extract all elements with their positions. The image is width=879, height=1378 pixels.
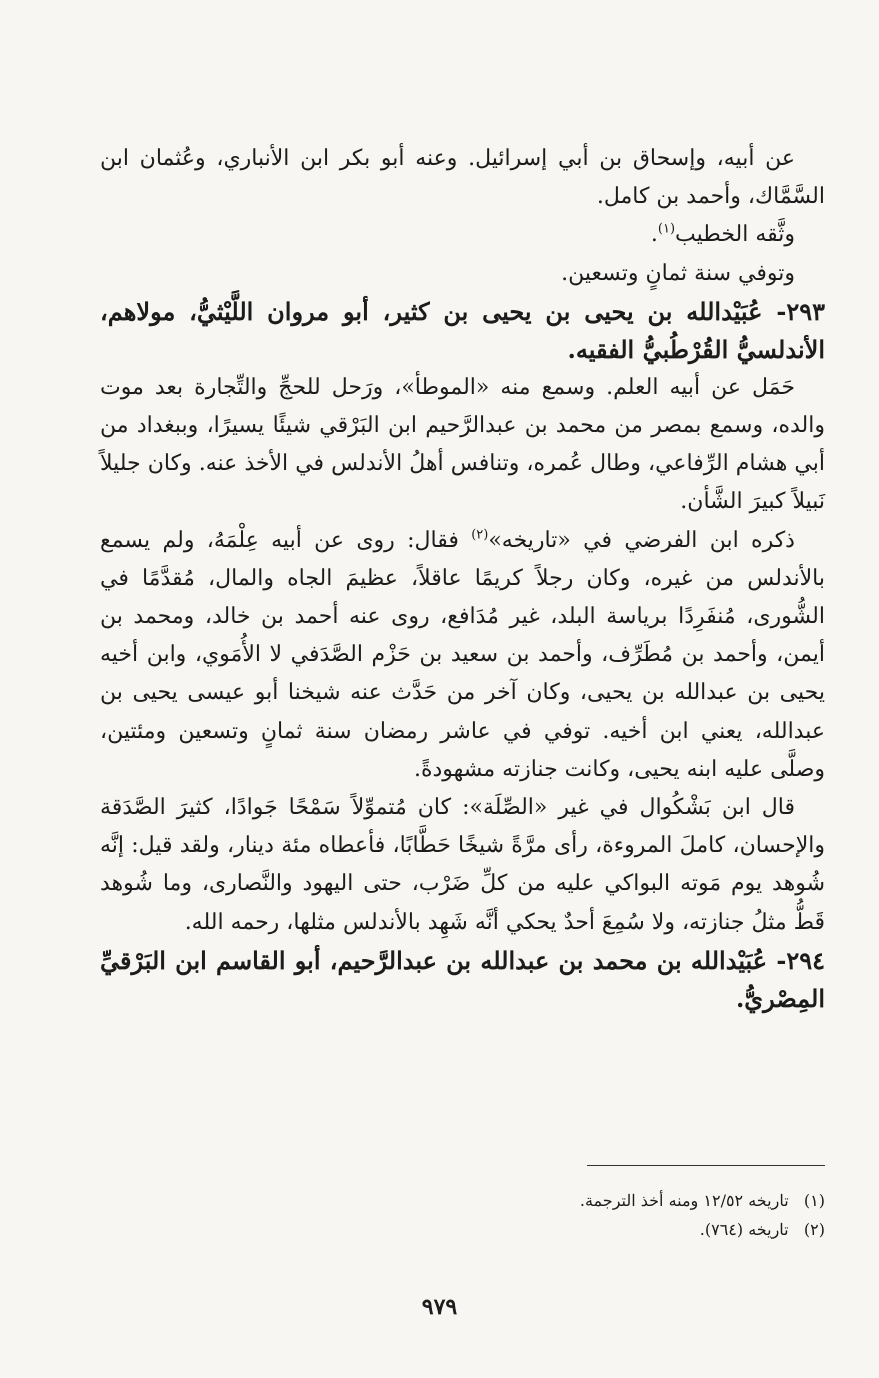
paragraph-5 — [100, 522, 825, 789]
footnote-2-mark: (٢) — [803, 1220, 825, 1239]
main-text — [100, 140, 825, 1018]
page-number: ٩٧٩ — [421, 1294, 458, 1320]
entry-293-number: ٢٩٣- — [776, 296, 825, 326]
paragraph-1: عن أبيه، وإسحاق بن أبي إسرائيل. وعنه أبو بكر ابن الأنباري، وعُثمان ابن السَّمَّاك، وأحمد بن كامل. — [100, 146, 825, 210]
entry-293-heading — [100, 293, 825, 369]
footnote-1-mark: (١) — [803, 1191, 825, 1210]
paragraph-4: حَمَل عن أبيه العلم. وسمع منه «الموطأ»، ورَحل للحجِّ والتِّجارة بعد موت والده، وسمع بمصر من محمد بن عبدالرَّحيم ابن البَرْقي شيئًا يسيرًا، وببغداد من أبي هشام الرِّفاعي، وطال عُمره، وتنافس أهلُ الأندلس في الأخذ عنه. وكان جليلاً نَبيلاً كبيرَ الشَّأن. — [100, 374, 825, 515]
footnote-ref-1: (١) — [657, 222, 676, 238]
paragraph-5-start: ذكره ابن الفرضي في «تاريخه» — [488, 527, 795, 553]
footnote-ref-2: (٢) — [471, 527, 489, 543]
paragraph-2-text: وثَّقه الخطيب — [675, 222, 795, 248]
paragraph-2 — [100, 216, 825, 254]
footnote-2 — [100, 1215, 825, 1244]
paragraph-2-end: . — [650, 222, 658, 248]
paragraph-6: قال ابن بَشْكُوال في غير «الصِّلَة»: كان مُتموِّلاً سَمْحًا جَوادًا، كثيرَ الصَّدَقة والإحسان، كاملَ المروءة، رأى مرَّةً شيخًا حَطَّابًا، فأعطاه مئة دينار، ولقد قيل: إنَّه شُوهد يوم مَوته البواكي عليه من كلِّ ضَرْب، حتى اليهود والنَّصارى، وما شُوهد قَطُّ مثلُ جنازته، ولا سُمِعَ أحدٌ يحكي أنَّه شَهِد بالأندلس مثلها، رحمه الله. — [100, 795, 825, 935]
entry-293-title: عُبَيْدالله بن يحيى بن يحيى بن كثير، أبو مروان اللَّيْثيُّ، مولاهم، الأندلسيُّ القُرْطُبيُّ الفقيه. — [100, 296, 825, 364]
entry-294-heading — [100, 942, 825, 1018]
footnote-1 — [100, 1186, 825, 1215]
entry-294-number: ٢٩٤- — [776, 945, 825, 975]
footnote-1-text: تاريخه ١٢/٥٢ ومنه أخذ الترجمة. — [579, 1191, 789, 1210]
footnote-divider — [587, 1165, 825, 1166]
paragraph-3: وتوفي سنة ثمانٍ وتسعين. — [561, 260, 795, 286]
footnote-2-text: تاريخه (٧٦٤). — [699, 1220, 789, 1239]
entry-294-title: عُبَيْدالله بن محمد بن عبدالله بن عبدالرَّحيم، أبو القاسم ابن البَرْقيِّ المِصْريُّ. — [100, 945, 825, 1013]
paragraph-5-rest: فقال: روى عن أبيه عِلْمَهُ، ولم يسمع بالأندلس من غيره، وكان رجلاً كريمًا عاقلاً، عظيمَ الجاه والمال، مُقدَّمًا في الشُّورى، مُنفَرِدًا برياسة البلد، غير مُدَافع، روى عنه أحمد بن خالد، ومحمد بن أيمن، وأحمد بن مُطَرِّف، وأحمد بن سعيد بن حَزْم الصَّدَفي لا الأُمَوي، وابن أخيه يحيى بن عبدالله بن يحيى، وكان آخر من حَدَّث عنه شيخنا أبو عيسى يحيى بن عبدالله، يعني ابن أخيه. توفي في عاشر رمضان سنة ثمانٍ وتسعين ومئتين، وصلَّى عليه ابنه يحيى، وكانت جنازته مشهودةً. — [100, 527, 825, 782]
footnotes — [100, 1186, 825, 1244]
